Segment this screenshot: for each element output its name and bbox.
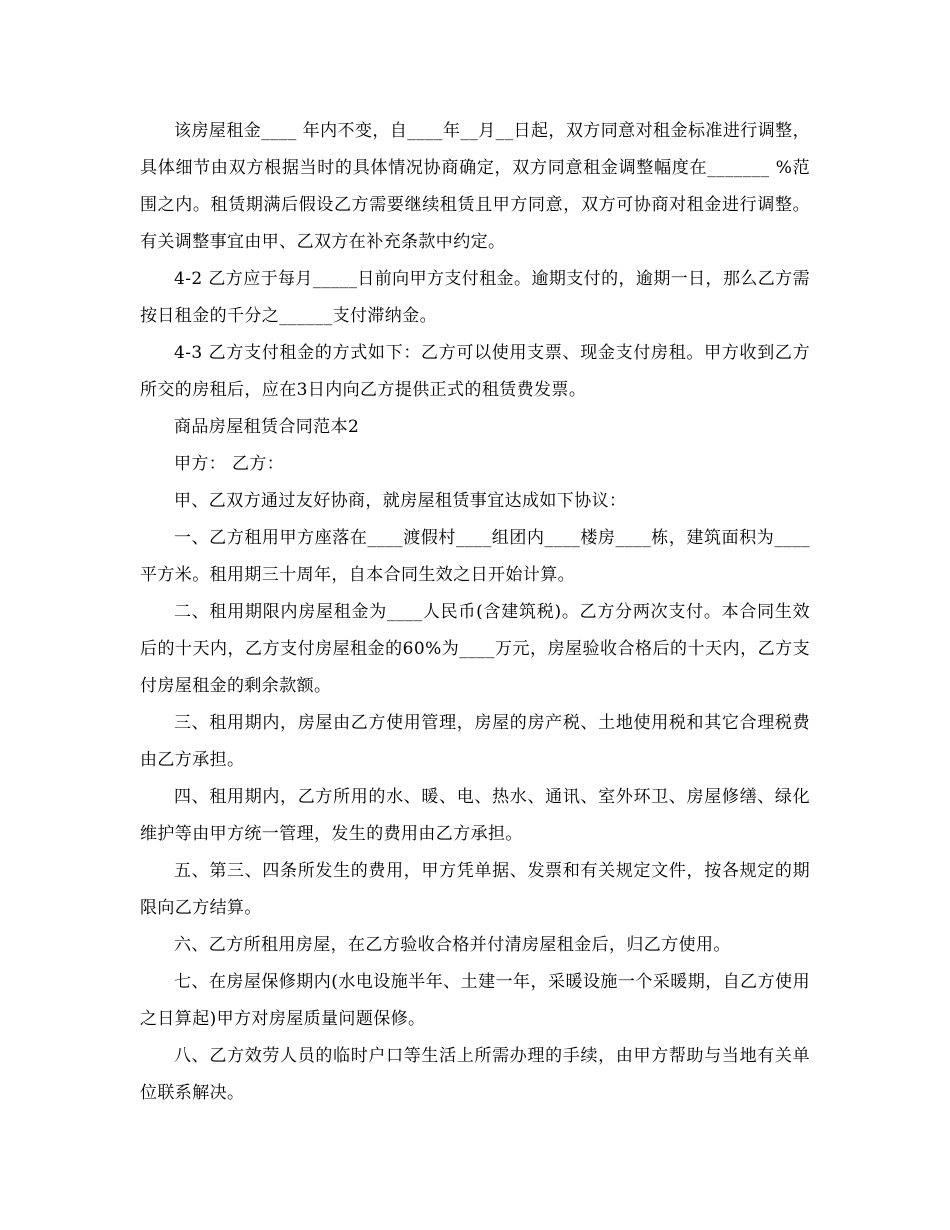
clause-5-settlement: 五、第三、四条所发生的费用，甲方凭单据、发票和有关规定文件，按各规定的期限向乙方结算。 xyxy=(140,861,810,918)
paragraph-parties: 甲方： 乙方： xyxy=(174,454,285,474)
clause-3-taxes: 三、租用期内，房屋由乙方使用管理，房屋的房产税、土地使用税和其它合理税费由乙方承担。 xyxy=(140,713,810,770)
section-title-contract-template-2: 商品房屋租赁合同范本2 xyxy=(174,417,360,437)
clause-2-rent: 二、租用期限内房屋租金为____人民币(含建筑税)。乙方分两次支付。本合同生效后的十天内，乙方支付房屋租金的60%为____万元，房屋验收合格后的十天内，乙方支付房屋租金的剩余款额。 xyxy=(140,602,810,696)
clause-7-warranty: 七、在房屋保修期内(水电设施半年、土建一年，采暖设施一个采暖期，自乙方使用之日算起)甲方对房屋质量问题保修。 xyxy=(140,972,810,1029)
clause-8-residency: 八、乙方效劳人员的临时户口等生活上所需办理的手续，由甲方帮助与当地有关单位联系解决。 xyxy=(140,1046,810,1103)
clause-1-premises: 一、乙方租用甲方座落在____渡假村____组团内____楼房____栋，建筑面积为____平方米。租用期三十周年，自本合同生效之日开始计算。 xyxy=(140,528,810,585)
paragraph-agreement-intro: 甲、乙双方通过友好协商，就房屋租赁事宜达成如下协议： xyxy=(174,491,627,511)
paragraph-4-2-payment-date: 4-2 乙方应于每月_____日前向甲方支付租金。逾期支付的，逾期一日，那么乙方需按日租金的千分之______支付滞纳金。 xyxy=(140,269,810,326)
clause-4-utilities: 四、租用期内，乙方所用的水、暖、电、热水、通讯、室外环卫、房屋修缮、绿化维护等由甲方统一管理，发生的费用由乙方承担。 xyxy=(140,787,810,844)
document-body xyxy=(140,113,810,1112)
paragraph-rent-adjustment: 该房屋租金____ 年内不变，自____年__月__日起，双方同意对租金标准进行调整，具体细节由双方根据当时的具体情况协商确定，双方同意租金调整幅度在_______ %范围之内。租赁期满后假设乙方需要继续租赁且甲方同意，双方可协商对租金进行调整。有关调整事宜由甲、乙双方在补充条款中约定。 xyxy=(140,121,810,252)
clause-6-usage: 六、乙方所租用房屋，在乙方验收合格并付清房屋租金后，归乙方使用。 xyxy=(174,935,731,955)
paragraph-4-3-payment-method: 4-3 乙方支付租金的方式如下：乙方可以使用支票、现金支付房租。甲方收到乙方所交的房租后，应在3日内向乙方提供正式的租赁费发票。 xyxy=(140,343,810,400)
